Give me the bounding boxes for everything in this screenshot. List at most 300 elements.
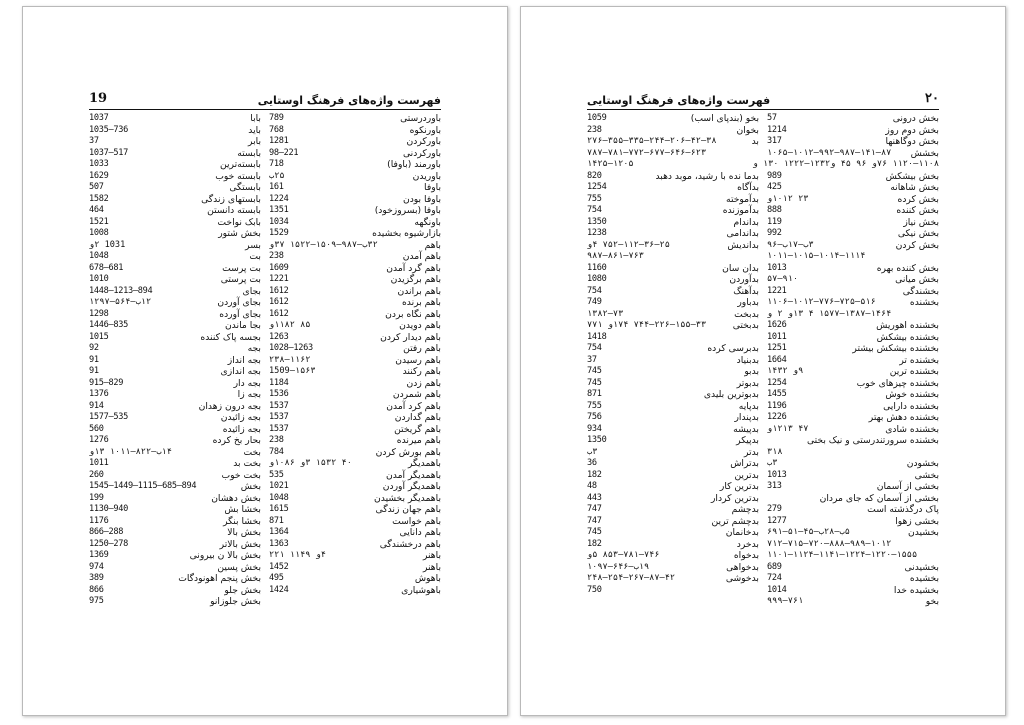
entry-term: باهم دیدار کردن <box>380 331 441 343</box>
entry-page-refs: 1221 <box>767 285 787 296</box>
index-entry <box>89 125 261 137</box>
entry-page-refs: 1537 <box>269 412 289 422</box>
entry-term: بخش بالاتر <box>219 538 261 550</box>
entry-page-refs: 718 <box>269 159 284 169</box>
entry-term: بخش نیکی <box>897 228 939 239</box>
index-entry <box>89 573 261 585</box>
entry-page-refs: 1615 <box>269 504 289 514</box>
entry-term: بجه اندازی <box>220 366 261 377</box>
entry-term: بخش بالا <box>227 527 261 538</box>
entry-term: بخش جلو <box>224 584 261 596</box>
entry-term: باورکردن <box>406 136 441 147</box>
index-entry <box>269 136 441 148</box>
index-entry <box>587 389 759 401</box>
index-entry <box>587 205 759 217</box>
entry-term: بخشودن <box>906 458 939 469</box>
entry-term: بخشش <box>910 147 939 159</box>
entry-page-refs: 182 <box>587 469 602 480</box>
entry-page-refs: 443 <box>587 492 602 503</box>
entry-page-refs: ۱۴۶۴—۱۳۸۷—۱۵۷۷ ۴ ۱۳و ۲ و <box>767 308 892 319</box>
entry-term: باورمند (باوفا) <box>387 159 441 170</box>
index-entry <box>269 286 441 298</box>
entry-term: بخش نیاز <box>903 216 939 228</box>
entry-page-refs: 1014 <box>767 584 787 595</box>
entry-page-refs: ۱۱۱۴—۱۰۱۴—۱۰۱۵—۱۰۱۱ <box>767 251 866 261</box>
entry-page-refs: 535—1577 <box>89 412 128 422</box>
entry-page-refs: 724 <box>767 573 782 583</box>
entry-page-refs: 755 <box>587 193 602 204</box>
index-entry <box>269 274 441 286</box>
entry-page-refs: 750 <box>587 584 602 595</box>
entry-page-refs: 238 <box>269 435 284 445</box>
index-entry <box>587 194 759 206</box>
index-entry <box>269 217 441 229</box>
index-entry <box>587 309 759 321</box>
index-entry <box>269 493 441 505</box>
index-entry <box>767 343 939 355</box>
entry-term: بدپندار <box>734 412 759 423</box>
index-entry <box>587 217 759 229</box>
entry-term: بخشیدنی <box>904 561 939 573</box>
entry-page-refs: ۳ب—۱۷ب—۹۶ <box>767 239 814 250</box>
entry-page-refs: 1031 ۲و <box>89 239 126 250</box>
index-entry <box>89 320 261 332</box>
index-entry <box>767 136 939 148</box>
index-entry <box>587 539 759 551</box>
entry-page-refs: 535 <box>269 469 284 480</box>
index-entry <box>767 263 939 275</box>
entry-page-refs: 37 <box>89 136 99 146</box>
index-entry <box>269 424 441 436</box>
entry-term: بدخرد <box>736 538 759 550</box>
index-entry <box>269 320 441 332</box>
index-entry <box>89 263 261 275</box>
entry-page-refs: 934 <box>587 423 602 434</box>
index-entry <box>587 401 759 413</box>
index-entry <box>89 424 261 436</box>
entry-term: بدپیکر <box>736 435 759 446</box>
entry-term: بخشی از آسمان <box>876 481 939 492</box>
index-entry <box>587 274 759 286</box>
entry-term: بداندامی <box>726 228 759 239</box>
index-entry <box>89 240 261 252</box>
index-entry <box>767 539 939 551</box>
entry-term: باهمدیگر بخشیدن <box>374 492 441 504</box>
entry-page-refs: 199 <box>89 492 104 503</box>
index-entry <box>587 228 759 240</box>
entry-term: بابستگی <box>229 182 261 193</box>
entry-term: بخش پنجم اهونودگات <box>178 573 261 584</box>
entry-page-refs: 745 <box>587 527 602 537</box>
entry-term: بحار بخ کرده <box>212 435 261 446</box>
entry-page-refs: 1582 <box>89 193 109 204</box>
index-entry <box>269 159 441 171</box>
entry-term: باهنر <box>422 550 441 561</box>
entry-term: باهم دویدن <box>399 320 441 331</box>
index-entry <box>587 297 759 309</box>
entry-term: بخش دهشان <box>211 492 261 504</box>
entry-term: بدچشم <box>731 504 759 515</box>
index-entry <box>269 470 441 482</box>
entry-page-refs: ۴۲—۸۷—۲۶۷—۲۵۴—۲۴۸ <box>587 573 676 583</box>
entry-term: بدبوتر <box>736 377 759 389</box>
entry-term: بخش پسین <box>217 561 261 573</box>
index-entry <box>587 527 759 539</box>
index-entry <box>269 504 441 516</box>
entry-page-refs: 507 <box>89 182 104 192</box>
entry-term: بابسته دانستن <box>207 205 261 216</box>
entry-term: بدخواه <box>733 550 759 561</box>
entry-term: بازارشیوه بخشیده <box>372 228 441 239</box>
index-entries <box>587 113 939 608</box>
index-entry <box>269 401 441 413</box>
index-entry <box>89 343 261 355</box>
entry-page-refs: 894—1213—1448 <box>89 285 153 296</box>
entry-page-refs: 1196 <box>767 400 787 411</box>
entry-term: باونگهه <box>414 216 441 228</box>
index-entry <box>269 228 441 240</box>
index-entry <box>587 516 759 528</box>
entry-page-refs: 1612 <box>269 285 289 296</box>
entry-term: باهمدیگر <box>407 458 441 469</box>
entry-term: بخت بد <box>233 458 261 469</box>
index-entry <box>587 136 759 148</box>
index-entry <box>269 366 441 378</box>
entry-page-refs: ۷۳—۱۳۸۲ <box>587 308 624 319</box>
entry-term: باهم رفتن <box>403 343 441 354</box>
entry-page-refs: 1238 <box>587 228 607 238</box>
entry-term: بجای آورده <box>219 308 261 320</box>
entry-page-refs: 425 <box>767 182 782 192</box>
index-entry <box>767 205 939 217</box>
entry-page-refs: 1037 <box>89 113 109 123</box>
index-entry <box>269 297 441 309</box>
entry-page-refs: ۷۴۶—۷۸۱—۸۵۳ ۵و <box>587 550 660 560</box>
index-entry <box>89 435 261 447</box>
entry-term: بجسه پاک کننده <box>200 331 261 343</box>
entry-term: بدترین کردار <box>710 492 759 504</box>
entry-page-refs: 1529 <box>269 228 289 238</box>
index-entry <box>767 182 939 194</box>
entry-page-refs: 238 <box>269 251 284 261</box>
entry-term: بخشیده خدا <box>893 584 939 596</box>
index-entry <box>587 332 759 344</box>
index-entry <box>269 263 441 275</box>
entry-term: بجای <box>242 285 261 297</box>
entry-term: بخش کرده <box>897 193 939 205</box>
entry-page-refs: 560 <box>89 423 104 434</box>
index-entry <box>269 240 441 252</box>
index-entry <box>752 159 939 171</box>
index-entry <box>587 493 759 505</box>
index-entry <box>269 378 441 390</box>
index-entry <box>767 550 939 562</box>
entry-page-refs: ۴و ۱۱۴۹ ۲۲۱ <box>269 550 326 560</box>
entry-page-refs: ۱۴ب—۸۲۲—۱۰۱۱ ۱۳و <box>89 446 172 457</box>
entry-term: بجه <box>247 343 261 354</box>
entry-term: باهم <box>424 239 441 251</box>
entry-term: باهم براندن <box>397 285 441 297</box>
entry-term: بدتراش <box>730 458 759 469</box>
entry-term: بخشنده چیزهای خوب <box>856 377 939 389</box>
entry-page-refs: 1048 <box>269 492 289 503</box>
entry-page-refs: 1254 <box>587 182 607 192</box>
entry-term: باهم دانایی <box>399 527 441 538</box>
entry-term: بخش جلوزانو <box>210 596 261 607</box>
index-entry <box>587 366 759 378</box>
index-entry <box>587 355 759 367</box>
entry-page-refs: ۲۳ ۱۰۱۲و <box>767 193 809 204</box>
index-entry <box>89 596 261 608</box>
entry-term: پاک درگذشته است <box>867 504 939 515</box>
index-entry <box>767 355 939 367</box>
index-entry <box>767 401 939 413</box>
entry-page-refs: 1351 <box>269 205 289 215</box>
entry-page-refs: 1629 <box>89 170 109 181</box>
entry-page-refs: 747 <box>587 504 602 514</box>
entry-page-refs: 745 <box>587 377 602 388</box>
index-entry <box>767 309 939 321</box>
entry-term: بدترین <box>734 469 759 481</box>
index-entry <box>767 493 939 505</box>
entry-term: بخشنده دارایی <box>883 400 939 412</box>
entry-term: باهم آمدن <box>402 251 441 262</box>
index-entry <box>767 194 939 206</box>
entry-term: باهمدیگر آمدن <box>386 469 441 481</box>
entry-page-refs: 1369 <box>89 550 109 560</box>
entry-term: بدترین کار <box>719 481 759 492</box>
entry-page-refs: 1455 <box>767 389 787 399</box>
entry-page-refs: 1221 <box>269 274 289 284</box>
entry-page-refs: 1015 <box>89 331 109 342</box>
index-entry <box>587 470 759 482</box>
page-header <box>89 87 441 110</box>
index-entry <box>587 148 759 160</box>
index-entry <box>89 447 261 459</box>
entry-page-refs: 1008 <box>89 228 109 238</box>
entry-term: باهمدیگر آوردن <box>382 481 441 492</box>
index-entry <box>269 562 441 574</box>
entry-term: بدبرسی کرده <box>707 343 759 354</box>
entry-term: باهم بورش کردن <box>375 446 441 458</box>
entry-page-refs: 1160 <box>587 262 607 273</box>
entry-page-refs: 871 <box>269 515 284 526</box>
entry-term: بخشیده <box>909 573 939 584</box>
index-entry <box>767 389 939 401</box>
entry-term: باوردرستی <box>400 113 441 124</box>
entry-page-refs: 1033 <box>89 159 109 169</box>
entry-term: بدبختی <box>732 320 759 331</box>
entry-page-refs: 1424 <box>269 584 289 595</box>
entry-term: بخت <box>243 446 261 458</box>
index-entry <box>767 148 939 160</box>
index-entry <box>89 470 261 482</box>
page-number: ۲۰ <box>925 91 939 106</box>
index-entry <box>89 378 261 390</box>
index-entry <box>767 596 939 608</box>
entry-page-refs: ۴۰ ۱۵۳۲ ۳و ۱۰۸۶و <box>269 458 352 468</box>
entry-term: بخش بالا ن بیرونی <box>189 550 261 561</box>
index-entry <box>89 585 261 597</box>
entry-term: باهم میرنده <box>396 435 441 446</box>
index-entry <box>89 412 261 424</box>
index-entry <box>89 286 261 298</box>
entry-page-refs: 820 <box>587 170 602 181</box>
entry-page-refs: 1612 <box>269 297 289 307</box>
entry-term: بخش کردن <box>895 239 939 251</box>
entry-term: باهنر <box>422 561 441 573</box>
entry-page-refs: 754 <box>587 205 602 215</box>
index-entry <box>587 320 759 332</box>
entry-term: بخشنده ترین <box>889 366 939 377</box>
index-entry <box>89 159 261 171</box>
index-entry <box>587 458 759 470</box>
index-entry <box>269 182 441 194</box>
entry-term: بخشنده <box>909 297 939 308</box>
entry-term: بخشنده اهوریش <box>876 320 939 331</box>
index-entry <box>269 389 441 401</box>
entry-page-refs: ۱۵۶۳—1509 <box>269 366 316 376</box>
index-entry <box>587 424 759 436</box>
index-entry <box>587 481 759 493</box>
index-entry <box>767 504 939 516</box>
index-entry <box>767 458 939 470</box>
index-entry <box>587 251 759 263</box>
entry-page-refs: 1281 <box>269 136 289 146</box>
entry-term: بدآوردن <box>729 274 759 285</box>
entry-term: بجا ماندن <box>224 320 261 331</box>
entry-page-refs: 789 <box>269 113 284 123</box>
index-entry <box>767 378 939 390</box>
entry-page-refs: 1664 <box>767 354 787 365</box>
index-entry <box>767 447 939 459</box>
index-entry <box>89 550 261 562</box>
index-entry <box>269 458 441 470</box>
index-entry <box>269 113 441 125</box>
index-entry <box>269 194 441 206</box>
entry-term: بسر <box>245 239 261 251</box>
index-entry <box>89 251 261 263</box>
entry-term: بدما نده با رشید، موبد دهبد <box>655 170 759 182</box>
entry-term: بدآموزنده <box>722 205 759 216</box>
entry-term: بخشنده دهش بهتر <box>868 412 939 423</box>
entry-term: بخت خوب <box>221 469 261 481</box>
running-title: فهرست واژه‌های فرهنگ اوستایی <box>257 94 441 107</box>
entry-page-refs: 1612 <box>269 308 289 319</box>
index-entry <box>269 205 441 217</box>
index-entry <box>89 493 261 505</box>
entry-term: بدآموخته <box>726 193 759 205</box>
entry-term: بدچشم ترین <box>711 515 759 527</box>
entry-term: بدآهنگ <box>733 285 759 297</box>
entry-page-refs: 989 <box>767 170 782 181</box>
entry-page-refs: 1034 <box>269 216 289 227</box>
entry-page-refs: 161 <box>269 182 284 192</box>
entry-page-refs: 894—685—1115—1449—1545 <box>89 481 197 491</box>
entry-term: بدپیشه <box>733 423 759 435</box>
entry-page-refs: ۳۳—۱۵۵—۲۲۶—۷۴۴ ۱۷۴و ۷۷۱ <box>587 320 707 330</box>
entry-page-refs: 1350 <box>587 216 607 227</box>
entry-page-refs: 238 <box>587 124 602 135</box>
index-entry <box>269 251 441 263</box>
entry-term: بجه زائیده <box>222 423 261 435</box>
entry-page-refs: 992 <box>767 228 782 238</box>
index-column <box>587 113 759 608</box>
entry-page-refs: 1537 <box>269 400 289 411</box>
entry-page-refs: 57 <box>767 113 777 123</box>
entry-page-refs: 221—98 <box>269 147 299 158</box>
index-entry <box>269 332 441 344</box>
entry-page-refs: 754 <box>587 343 602 353</box>
entry-term: بابسته‌ترین <box>220 159 261 170</box>
entry-term: باهم درخشندگی <box>379 538 441 550</box>
entry-term: بخشنده بیشکش <box>876 331 939 343</box>
index-column <box>269 113 441 608</box>
entry-page-refs: ۷۶۳—۸۶۱—۹۸۷ <box>587 251 644 261</box>
entry-page-refs: ۹و ۱۴۳۲ <box>767 366 804 376</box>
index-entry <box>767 527 939 539</box>
entry-term: بجه زائیدن <box>220 412 261 423</box>
entry-page-refs: 1364 <box>269 527 289 537</box>
entry-page-refs: ۱۱۰۸—۱۱۲۰ ۷۶و ۹۶ ۴۵ و۱۲۳۲—۱۲۲۲ ۱۳۰ و <box>752 159 939 169</box>
entry-term: بخش کننده بهره <box>876 262 939 274</box>
index-entry <box>767 424 939 436</box>
index-entry <box>587 378 759 390</box>
index-entry <box>587 343 759 355</box>
index-entry <box>89 539 261 551</box>
entry-page-refs: 1021 <box>269 481 289 491</box>
entry-page-refs: ۵۱۶—۷۲۵—۷۷۶—۱۰۱۲—۱۱۰۶ <box>767 297 876 307</box>
index-entries <box>89 113 441 608</box>
entry-term: بخو (بندپای اسب) <box>690 113 759 124</box>
index-entry <box>269 516 441 528</box>
index-entry <box>89 389 261 401</box>
index-entry <box>587 113 759 125</box>
index-entry <box>587 435 759 447</box>
entry-term: باهم نگاه بردن <box>385 308 441 320</box>
entry-term: باهم شمردن <box>392 389 441 400</box>
entry-page-refs: 1184 <box>269 377 289 388</box>
entry-page-refs: 288—866 <box>89 527 124 537</box>
entry-term: بدخوشی <box>725 573 759 584</box>
index-entry <box>89 527 261 539</box>
entry-term: بدبو <box>744 366 759 377</box>
entry-term: بخشی <box>914 469 939 481</box>
index-entry <box>269 171 441 183</box>
right-page <box>520 6 1006 716</box>
entry-page-refs: 736—1035 <box>89 124 128 135</box>
entry-page-refs: ۳ب <box>587 446 598 457</box>
index-entry <box>767 251 939 263</box>
entry-page-refs: 260 <box>89 469 104 480</box>
entry-page-refs: 1276 <box>89 435 109 445</box>
entry-term: بدبوترین بلیدی <box>703 389 759 400</box>
index-entry <box>89 309 261 321</box>
entry-term: بت <box>249 251 261 262</box>
entry-page-refs: 1251 <box>767 343 787 353</box>
entry-term: باوفا <box>424 182 441 193</box>
entry-term: بخشیدن <box>907 527 939 538</box>
entry-page-refs: 866 <box>89 584 104 595</box>
index-entry <box>269 125 441 137</box>
entry-page-refs: 1452 <box>269 561 289 572</box>
entry-page-refs: 1013 <box>767 469 787 480</box>
entry-term: باهم گریختن <box>394 423 441 435</box>
entry-term: بد <box>751 136 759 147</box>
entry-page-refs: 745 <box>587 366 602 376</box>
entry-page-refs: 975 <box>89 596 104 606</box>
index-entry <box>767 332 939 344</box>
